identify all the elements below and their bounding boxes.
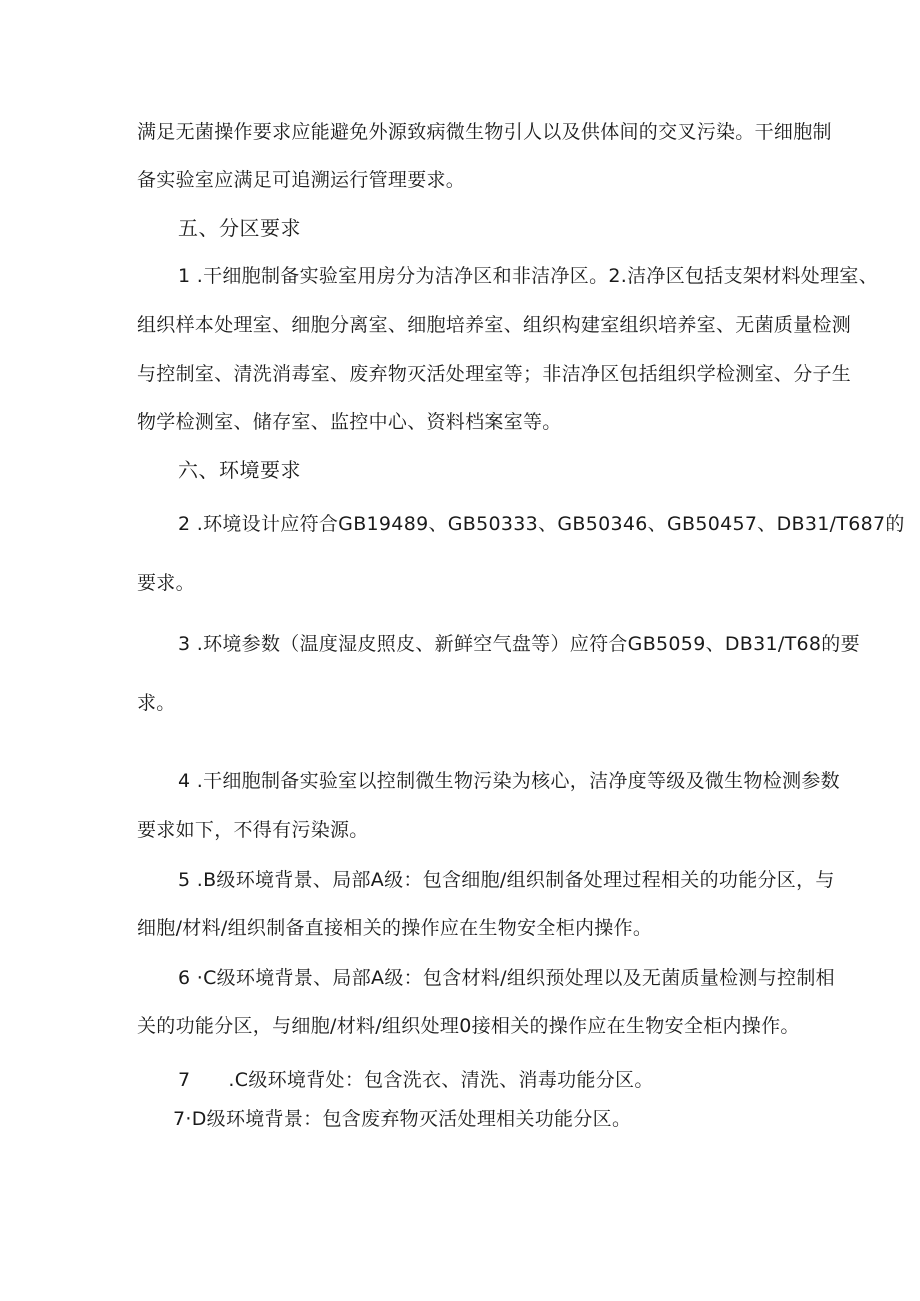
intro-line-1: 满足无菌操作要求应能避免外源致病微生物引人以及供体间的交叉污染。干细胞制 <box>137 121 832 143</box>
section-5-item-1-line-2: 组织样本处理室、细胞分离室、细胞培养室、组织构建室组织培养室、无菌质量检测 <box>137 314 852 336</box>
section-5-heading: 五、分区要求 <box>178 216 301 240</box>
section-6-item-3-line-2: 求。 <box>137 692 176 714</box>
section-6-item-5-line-1: 5 .B级环境背景、局部A级：包含细胞/组织制备处理过程相关的功能分区，与 <box>178 869 835 891</box>
section-6-item-7-line-1: 7 .C级环境背处：包含洗衣、清洗、消毒功能分区。 <box>178 1069 654 1091</box>
section-5-item-1-line-3: 与控制室、清洗消毒室、废弃物灭活处理室等；非洁净区包括组织学检测室、分子生 <box>137 363 852 385</box>
section-6-item-2-line-1: 2 .环境设计应符合GB19489、GB50333、GB50346、GB50457、DB31/T687的 <box>178 513 905 535</box>
section-5-item-1-line-4: 物学检测室、储存室、监控中心、资料档案室等。 <box>137 411 562 433</box>
section-5-item-1-line-1: 1 .干细胞制备实验室用房分为洁净区和非洁净区。2.洁净区包括支架材料处理室、 <box>178 265 878 287</box>
section-6-item-4-line-2: 要求如下，不得有污染源。 <box>137 819 369 841</box>
section-6-item-3-line-1: 3 .环境参数（温度湿皮照皮、新鲜空气盘等）应符合GB5059、DB31/T68的要 <box>178 633 860 655</box>
section-6-heading: 六、环境要求 <box>178 458 301 482</box>
section-6-item-7d-line-1: 7·D级环境背景：包含废弃物灭活处理相关功能分区。 <box>173 1108 632 1130</box>
section-6-item-6-line-2: 关的功能分区，与细胞/材料/组织处理0接相关的操作应在生物安全柜内操作。 <box>137 1015 800 1037</box>
section-6-item-2-line-2: 要求。 <box>137 572 195 594</box>
intro-line-2: 备实验室应满足可追溯运行管理要求。 <box>137 169 466 191</box>
section-6-item-4-line-1: 4 .干细胞制备实验室以控制微生物污染为核心，洁净度等级及微生物检测参数 <box>178 770 840 792</box>
section-6-item-6-line-1: 6 ·C级环境背景、局部A级：包含材料/组织预处理以及无菌质量检测与控制相 <box>178 967 835 989</box>
section-6-item-5-line-2: 细胞/材料/组织制备直接相关的操作应在生物安全柜内操作。 <box>137 917 653 939</box>
